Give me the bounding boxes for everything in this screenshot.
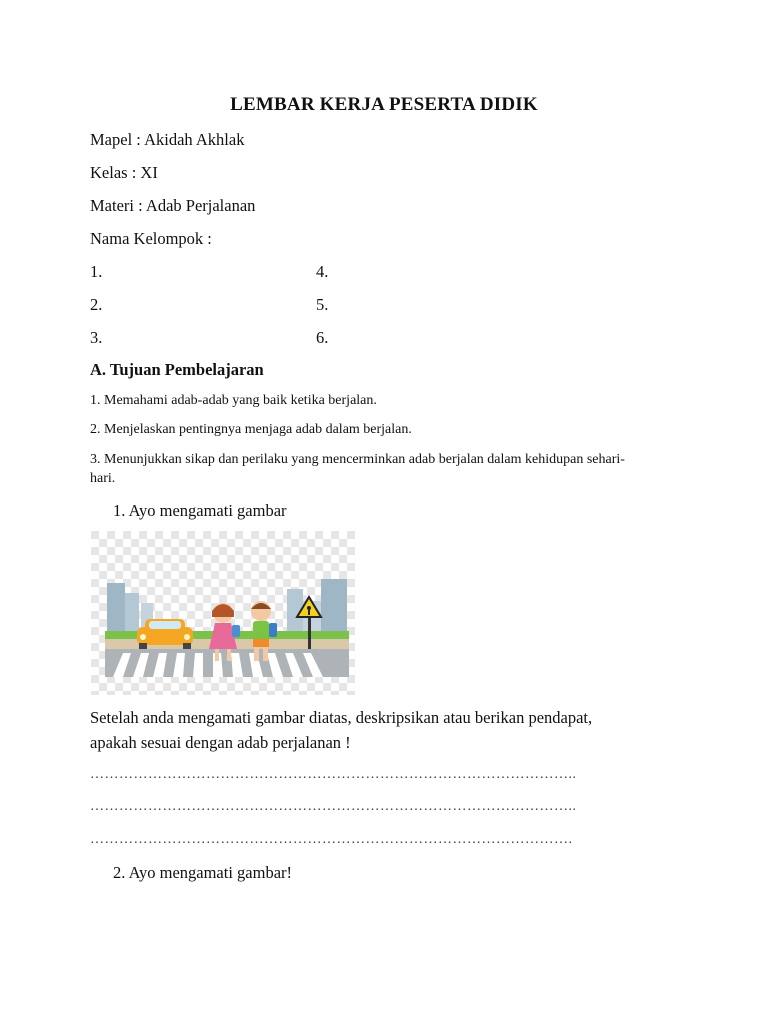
objective-item: 2. Menjelaskan pentingnya menjaga adab dalam berjalan. xyxy=(90,422,412,437)
materi-line: Materi : Adab Perjalanan xyxy=(90,196,256,215)
question-text-continuation: apakah sesuai dengan adab perjalanan ! xyxy=(90,733,351,752)
member-number-6: 6. xyxy=(316,328,329,347)
objective-item: 1. Memahami adab-adab yang baik ketika berjalan. xyxy=(90,393,377,408)
activity-2-label: 2. Ayo mengamati gambar! xyxy=(113,863,293,882)
building xyxy=(321,579,347,639)
objective-item: 3. Menunjukkan sikap dan perilaku yang mencerminkan adab berjalan dalam kehidupan sehari- xyxy=(90,452,625,467)
car xyxy=(137,619,193,649)
kelas-line: Kelas : XI xyxy=(90,163,158,182)
answer-line: ……………………………………………………………………………………….. xyxy=(90,767,577,782)
nama-kelompok-line: Nama Kelompok : xyxy=(90,229,212,248)
member-number-3: 3. xyxy=(90,328,103,347)
member-number-1: 1. xyxy=(90,262,103,281)
pedestrian-crossing-illustration xyxy=(91,531,355,695)
objective-item-continuation: hari. xyxy=(90,471,116,486)
page-title: LEMBAR KERJA PESERTA DIDIK xyxy=(230,94,538,115)
member-number-4: 4. xyxy=(316,262,329,281)
answer-line: ………………………………………………………………………………………. xyxy=(90,832,573,847)
question-text: Setelah anda mengamati gambar diatas, deskripsikan atau berikan pendapat, xyxy=(90,708,593,727)
member-number-5: 5. xyxy=(316,295,329,314)
section-a-heading: A. Tujuan Pembelajaran xyxy=(90,360,264,379)
answer-line: ……………………………………………………………………………………….. xyxy=(90,799,577,814)
activity-1-label: 1. Ayo mengamati gambar xyxy=(113,501,287,520)
member-number-2: 2. xyxy=(90,295,103,314)
building xyxy=(107,583,125,638)
mapel-line: Mapel : Akidah Akhlak xyxy=(90,130,245,149)
